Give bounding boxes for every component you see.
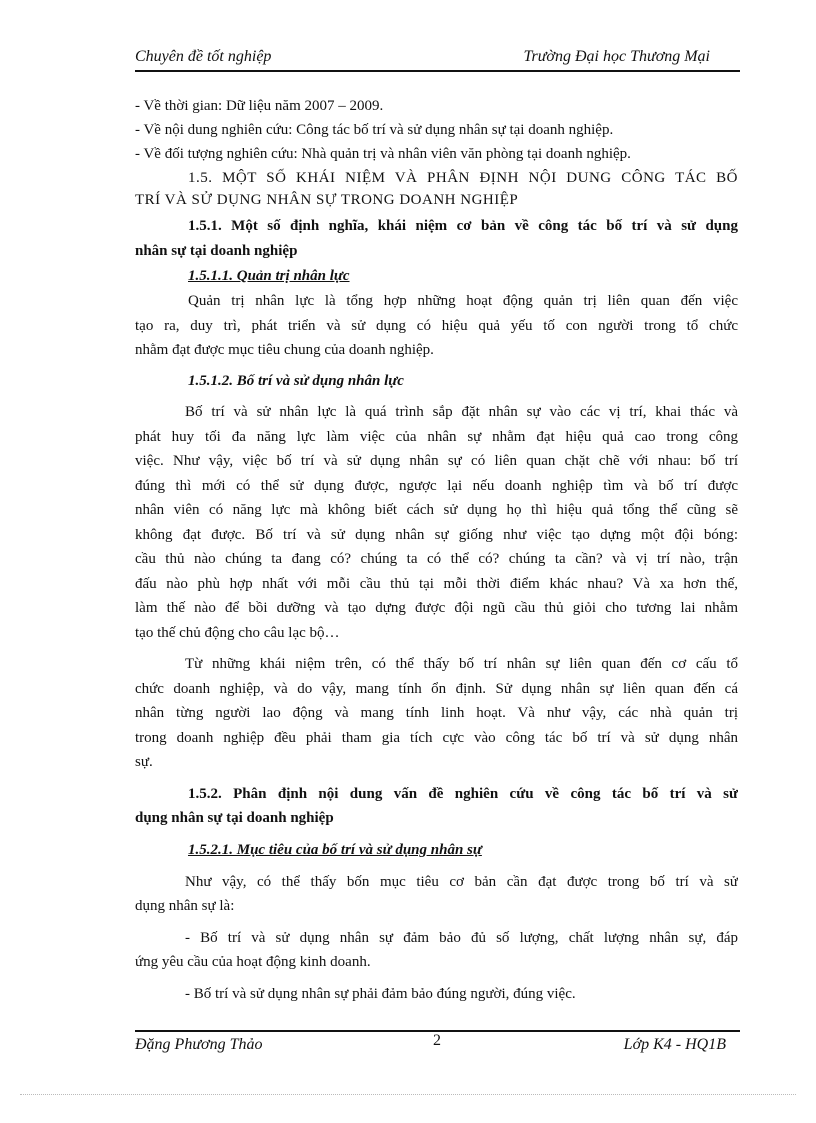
section-heading-line-2: TRÍ VÀ SỬ DỤNG NHÂN SỰ TRONG DOANH NGHIỆP	[135, 192, 519, 208]
objective-2: - Bố trí và sử dụng nhân sự phải đảm bảo đúng người, đúng việc.	[185, 986, 576, 1002]
para-3-line-5: sự.	[135, 754, 153, 770]
para-3-line-2: chức doanh nghiệp, và do vậy, mang tính ổn định. Sử dụng nhân sự liên quan đến cá	[135, 681, 738, 697]
section-heading-line-1: 1.5. MỘT SỐ KHÁI NIỆM VÀ PHÂN ĐỊNH NỘI DUNG CÔNG TÁC BỐ	[188, 170, 738, 186]
subsection-152-line-1: 1.5.2. Phân định nội dung vấn đề nghiên cứu về công tác bố trí và sử	[188, 786, 738, 802]
para-3-line-4: trong doanh nghiệp đều phải tham gia tích cực vào công tác bố trí và sử dụng nhân	[135, 730, 738, 746]
para-1-line-1: Quản trị nhân lực là tổng hợp những hoạt động quản trị liên quan đến việc	[188, 293, 738, 309]
para-4-line-1: Như vậy, có thể thấy bốn mục tiêu cơ bản cần đạt được trong bố trí và sử	[185, 874, 738, 890]
page-footer	[135, 1034, 740, 1058]
para-2-line-4: đúng thì mới có thể sử dụng được, ngược lại nếu doanh nghiệp tìm và bố trí được	[135, 478, 738, 494]
footer-class: Lớp K4 - HQ1B	[623, 1036, 726, 1053]
para-4-line-2: dụng nhân sự là:	[135, 898, 235, 914]
heading-1521: 1.5.2.1. Mục tiêu của bố trí và sử dụng nhân sự	[188, 842, 482, 858]
scope-subject: - Về đối tượng nghiên cứu: Nhà quản trị và nhân viên văn phòng tại doanh nghiệp.	[135, 146, 631, 162]
para-2-line-6: không đạt được. Bố trí và sử dụng nhân sự giống như việc tạo dựng một đội bóng:	[135, 527, 738, 543]
para-3-line-3: nhân từng người lao động và mang tính linh hoạt. Và như vậy, các nhà quản trị	[135, 705, 738, 721]
para-1-line-2: tạo ra, duy trì, phát triển và sử dụng có hiệu quả yếu tố con người trong tổ chức	[135, 318, 738, 334]
para-2-line-10: tạo thế chủ động cho câu lạc bộ…	[135, 625, 340, 641]
para-2-line-2: phát huy tối đa năng lực làm việc của nhân sự nhằm đạt hiệu quả cao trong công	[135, 429, 738, 445]
page-break-line	[20, 1094, 796, 1095]
scope-time: - Về thời gian: Dữ liệu năm 2007 – 2009.	[135, 98, 384, 114]
header-left: Chuyên đề tốt nghiệp	[135, 48, 272, 65]
footer-author: Đặng Phương Thảo	[135, 1036, 263, 1053]
para-2-line-3: việc. Như vậy, việc bố trí và sử dụng nhân sự có liên quan chặt chẽ với nhau: bố trí	[135, 453, 738, 469]
heading-1511: 1.5.1.1. Quản trị nhân lực	[188, 268, 350, 284]
scope-content: - Về nội dung nghiên cứu: Công tác bố trí và sử dụng nhân sự tại doanh nghiệp.	[135, 122, 614, 138]
para-2-line-7: cầu thủ nào chúng ta đang có? chúng ta có thể có? chúng ta cần? và vị trí nào, trận	[135, 551, 738, 567]
para-3-line-1: Từ những khái niệm trên, có thể thấy bố trí nhân sự liên quan đến cơ cấu tổ	[185, 656, 738, 672]
para-2-line-5: nhân viên có năng lực mà không biết cách sử dụng họ thì hiệu quả tổng thể cũng sẽ	[135, 502, 738, 518]
para-2-line-8: đấu nào phù hợp nhất với mỗi cầu thủ tại mỗi thời điểm khác nhau? Và xa hơn thế,	[135, 576, 738, 592]
header-right: Trường Đại học Thương Mại	[523, 48, 710, 65]
objective-1-line-2: ứng yêu cầu của hoạt động kinh doanh.	[135, 954, 371, 970]
para-1-line-3: nhằm đạt được mục tiêu chung của doanh nghiệp.	[135, 342, 434, 358]
subsection-heading-line-2: nhân sự tại doanh nghiệp	[135, 243, 298, 259]
subsection-152-line-2: dụng nhân sự tại doanh nghiệp	[135, 810, 334, 826]
page-number: 2	[433, 1032, 441, 1049]
objective-1-line-1: - Bố trí và sử dụng nhân sự đảm bảo đủ số lượng, chất lượng nhân sự, đáp	[185, 930, 738, 946]
heading-1512: 1.5.1.2. Bố trí và sử dụng nhân lực	[188, 373, 404, 389]
page-header	[135, 48, 740, 70]
para-2-line-1: Bố trí và sử nhân lực là quá trình sắp đặt nhân sự vào các vị trí, khai thác và	[185, 404, 738, 420]
subsection-heading-line-1: 1.5.1. Một số định nghĩa, khái niệm cơ bản về công tác bố trí và sử dụng	[188, 218, 738, 234]
para-2-line-9: làm thế nào để bồi dưỡng và tạo dựng được đội ngũ cầu thủ giỏi cho tương lai nhằm	[135, 600, 738, 616]
header-rule	[135, 70, 740, 72]
